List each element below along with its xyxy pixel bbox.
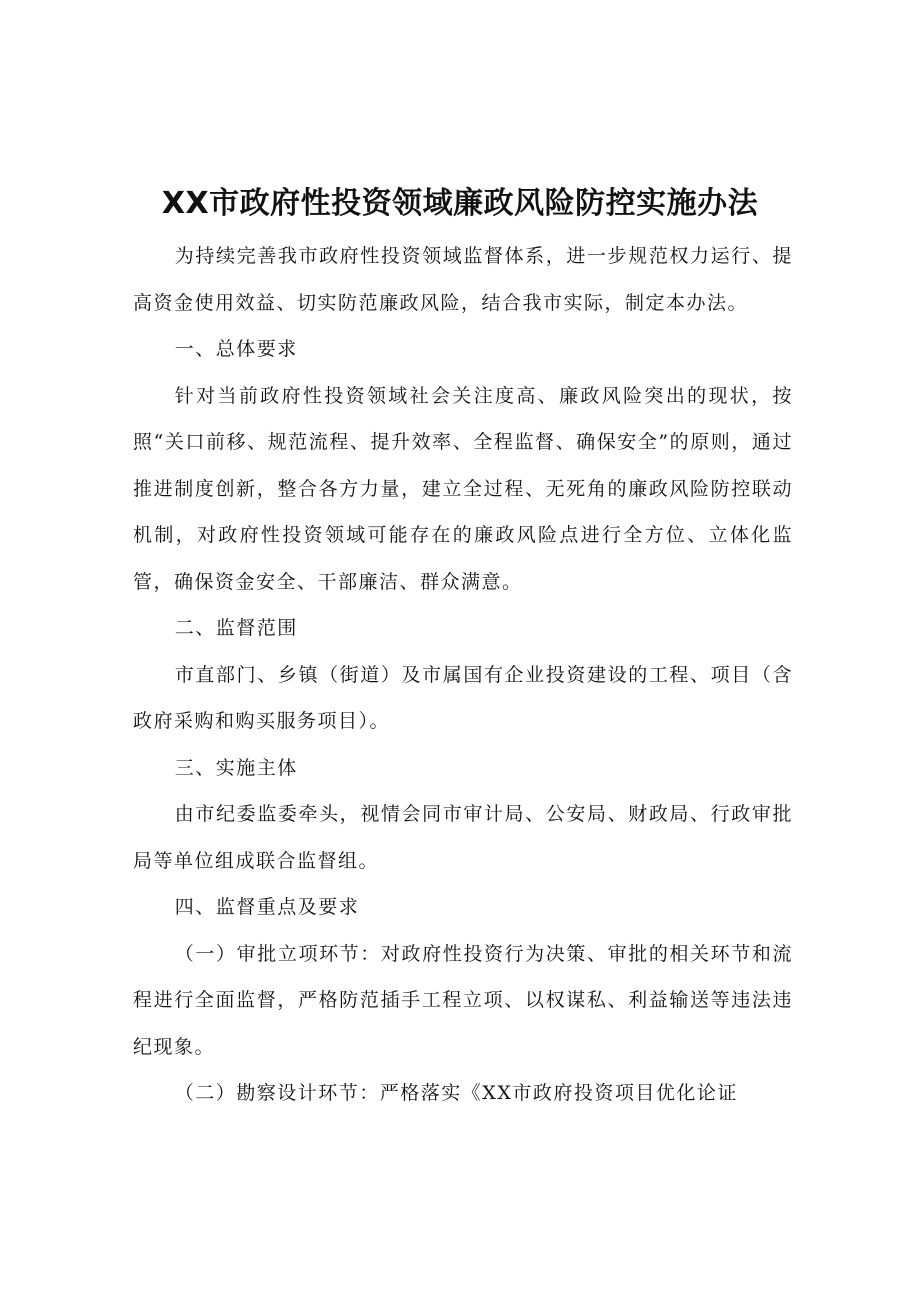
section-heading-general: 一、总体要求: [174, 338, 298, 360]
document-body: [133, 233, 793, 1117]
subject-paragraph: 由市纪委监委牵头，视情会同市审计局、公安局、财政局、行政审批局等单位组成联合监督组。: [133, 803, 793, 872]
approval-paragraph: （一）审批立项环节：对政府性投资行为决策、审批的相关环节和流程进行全面监督，严格防范插手工程立项、以权谋私、利益输送等违法违纪现象。: [133, 942, 793, 1058]
section-heading-subject: 三、实施主体: [174, 756, 298, 779]
intro-paragraph: 为持续完善我市政府性投资领域监督体系，进一步规范权力运行、提高资金使用效益、切实防范廉政风险，结合我市实际，制定本办法。: [133, 245, 793, 314]
general-requirements-paragraph: 针对当前政府性投资领域社会关注度高、廉政风险突出的现状，按照“关口前移、规范流程、提升效率、全程监督、确保安全”的原则，通过推进制度创新，整合各方力量，建立全过程、无死角的廉政风险防控联动机制，对政府性投资领域可能存在的廉政风险点进行全方位、立体化监管，确保资金安全、干部廉洁、群众满意。: [133, 384, 793, 593]
survey-design-paragraph: （二）勘察设计环节：严格落实《XX市政府投资项目优化论证: [174, 1082, 738, 1104]
scope-paragraph: 市直部门、乡镇（街道）及市属国有企业投资建设的工程、项目（含政府采购和购买服务项目）。: [133, 663, 793, 732]
section-heading-focus: 四、监督重点及要求: [174, 896, 360, 918]
document-title: XX市政府性投资领域廉政风险防控实施办法: [161, 186, 759, 221]
section-heading-scope: 二、监督范围: [174, 617, 298, 639]
